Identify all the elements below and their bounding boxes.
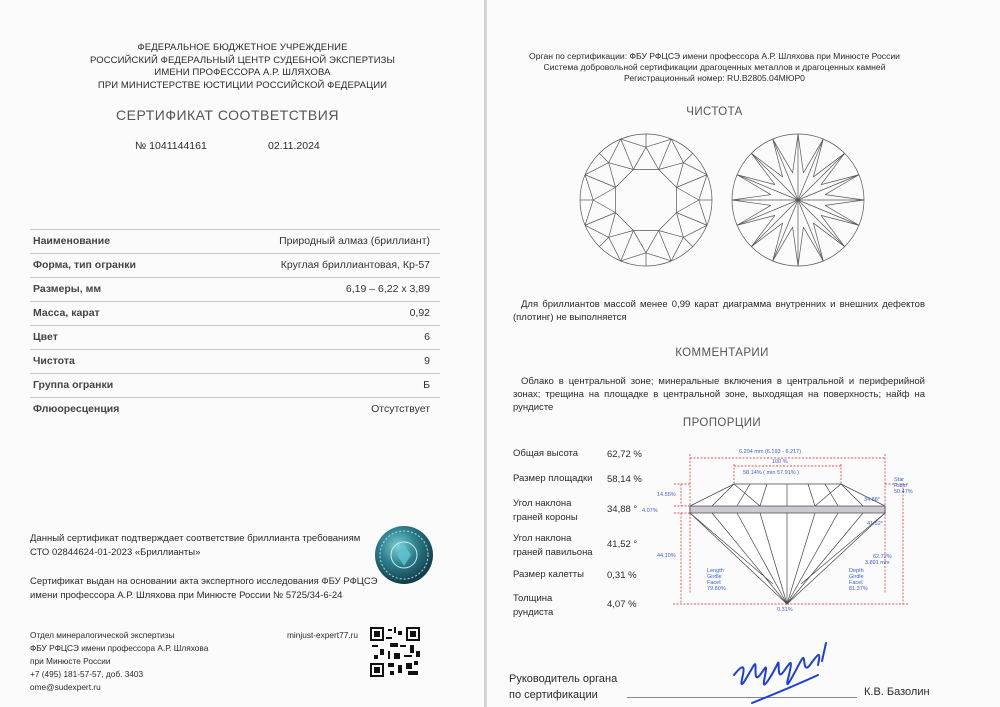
table-row — [30, 301, 440, 325]
basis-statement — [30, 575, 377, 603]
conformity-statement — [30, 532, 360, 560]
row-value: 9 — [424, 355, 430, 367]
table-row — [30, 229, 440, 253]
lgf-line: Length — [707, 568, 724, 574]
table-row — [30, 349, 440, 373]
dgf-label — [849, 568, 868, 592]
row-label: Цвет — [33, 331, 58, 343]
proportion-value: 0,31 % — [607, 570, 637, 581]
row-value: Круглая бриллиантовая, Кр-57 — [280, 259, 430, 271]
proportion-value: 34,88 ° — [607, 504, 638, 515]
lgf-line: Facet — [707, 580, 721, 586]
label-line: Общая высота — [513, 448, 579, 459]
depth-line: 3.891 mm — [865, 560, 890, 566]
label-line: Размер калетты — [513, 569, 584, 580]
culet-label: 0.31% — [777, 607, 793, 613]
contact-line-2: ФБУ РФЦСЭ имени профессора А.Р. Шляхова — [30, 643, 209, 653]
row-label: Размеры, мм — [33, 283, 102, 295]
proportion-value: 41,52 ° — [607, 539, 638, 550]
crown-view-diagram — [580, 134, 712, 266]
star-ratio-line: 50.47% — [894, 489, 913, 495]
label-line: Размер площадки — [513, 473, 593, 484]
contact-block — [30, 629, 208, 694]
qr-code[interactable] — [370, 627, 420, 677]
hologram-seal — [375, 526, 433, 584]
header-line-1: Орган по сертификации: ФБУ РФЦСЭ имени профессора А.Р. Шляхова при Минюсте России — [529, 51, 900, 61]
row-value: 6,19 – 6,22 x 3,89 — [345, 283, 430, 295]
row-label: Чистота — [33, 355, 75, 367]
registration-number: Регистрационный номер: RU.В2805.04МЮР0 — [624, 73, 805, 83]
depth-label — [865, 554, 892, 566]
conformity-line-2: СТО 02844624-01-2023 «Бриллианты» — [30, 547, 201, 558]
table-row — [30, 253, 440, 277]
label-line: Угол наклона — [513, 498, 572, 509]
dgf-line: Depth — [849, 568, 864, 574]
proportions-diagram — [642, 444, 930, 616]
lgf-line: Girdle — [707, 574, 722, 580]
website-link[interactable]: minjust-expert77.ru — [287, 630, 359, 640]
proportion-label — [513, 497, 578, 525]
crown-angle-label: 34.88° — [864, 497, 880, 503]
proportion-value: 62,72 % — [607, 449, 642, 460]
proportion-label — [513, 592, 553, 620]
pavilion-angle-label: 41.52° — [867, 521, 883, 527]
contact-line-1: Отдел минералогической экспертизы — [30, 630, 175, 640]
table-row — [30, 277, 440, 301]
certification-body-header — [487, 51, 942, 84]
table-row — [30, 373, 440, 397]
proportions-title: ПРОПОРЦИИ — [682, 417, 762, 429]
table-row — [30, 397, 440, 421]
proportion-value: 58,14 % — [607, 474, 642, 485]
basis-line-1: Сертификат выдан на основании акта экспертного исследования ФБУ РФЦСЭ — [30, 576, 378, 587]
clarity-note: Для бриллиантов массой менее 0,99 карат диаграмма внутренних и внешних дефектов (плотинг) не выполняется — [513, 299, 925, 323]
row-label: Форма, тип огранки — [33, 259, 136, 271]
certificate-title: СЕРТИФИКАТ СООТВЕТСТВИЯ — [116, 107, 339, 123]
star-ratio-line: Ratio — [894, 483, 907, 489]
signatory-title — [509, 671, 617, 703]
contact-email: ome@sudexpert.ru — [30, 682, 101, 692]
header-line-2: Система добровольной сертификации драгоценных металлов и драгоценных камней — [543, 62, 886, 72]
certificate-right-page — [487, 0, 1000, 707]
label-line: граней короны — [513, 512, 578, 523]
row-label: Масса, карат — [33, 307, 100, 319]
girdle-label: 4.07% — [642, 508, 658, 514]
basis-line-2: имени профессора А.Р. Шляхова при Минюсте России № 5725/34-6-24 — [30, 590, 343, 601]
row-value: Отсутствует — [371, 403, 430, 415]
clarity-diagram — [576, 126, 866, 276]
row-label: Флюоресценция — [33, 403, 120, 415]
proportion-label — [513, 532, 593, 560]
label-line: Угол наклона — [513, 533, 572, 544]
row-label: Группа огранки — [33, 379, 114, 391]
row-value: Б — [423, 379, 430, 391]
proportion-label — [513, 447, 578, 461]
diameter-label: 6.204 mm (6.193 - 6.217) — [739, 449, 802, 455]
crown-height-label: 14.55% — [657, 492, 676, 498]
comments-title: КОММЕНТАРИИ — [675, 347, 769, 359]
label-line: Толщина — [513, 593, 553, 604]
contact-line-4: +7 (495) 181-57-57, доб. 3403 — [30, 669, 144, 679]
lgf-line: 79.80% — [707, 586, 726, 592]
table-label: 58.14% ( min 57.91% ) — [743, 470, 799, 476]
proportion-label — [513, 568, 584, 582]
org-line-1: ФЕДЕРАЛЬНОЕ БЮДЖЕТНОЕ УЧРЕЖДЕНИЕ — [137, 42, 348, 53]
qr-code-icon — [370, 627, 420, 677]
clarity-title: ЧИСТОТА — [686, 106, 743, 118]
proportion-label — [513, 472, 592, 486]
contact-line-3: при Минюсте России — [30, 656, 111, 666]
diameter-pct-label: 100 % — [772, 459, 788, 465]
pavilion-depth-label: 44.10% — [657, 553, 676, 559]
certificate-date: 02.11.2024 — [268, 140, 320, 152]
hologram-emblem-icon — [375, 526, 433, 584]
dgf-line: Girdle — [849, 574, 864, 580]
row-value: Природный алмаз (бриллиант) — [279, 235, 430, 247]
star-ratio-line: Star — [894, 477, 905, 483]
row-value: 6 — [424, 331, 430, 343]
row-value: 0,92 — [409, 307, 430, 319]
proportion-value: 4,07 % — [607, 599, 637, 610]
handwritten-signature — [722, 635, 852, 707]
dgf-line: 81.37% — [849, 586, 868, 592]
conformity-line-1: Данный сертификат подтверждает соответствие бриллианта требованиям — [30, 533, 361, 544]
comments-text: Облако в центральной зоне; минеральные включения в центральной и периферийной зонах; трещина на площадке в центральной зоне, выходящая на поверхность; найф на рундисте — [513, 376, 925, 413]
pavilion-view-diagram — [732, 134, 864, 266]
dgf-line: Facet — [849, 580, 863, 586]
label-line: рундиста — [513, 607, 554, 618]
certificate-number: № 1041144161 — [135, 140, 207, 152]
certificate-left-page — [0, 0, 485, 707]
org-line-2: РОССИЙСКИЙ ФЕДЕРАЛЬНЫЙ ЦЕНТР СУДЕБНОЙ ЭКСПЕРТИЗЫ — [89, 54, 395, 66]
signatory-line-2: по сертификации — [509, 689, 598, 701]
depth-line: 62.72% — [873, 554, 892, 560]
table-row — [30, 325, 440, 349]
org-line-4: ПРИ МИНИСТЕРСТВЕ ЮСТИЦИИ РОССИЙСКОЙ ФЕДЕРАЦИИ — [97, 79, 388, 91]
org-line-3: ИМЕНИ ПРОФЕССОРА А.Р. ШЛЯХОВА — [154, 67, 331, 78]
lgf-label — [707, 568, 726, 592]
organization-header — [0, 42, 485, 92]
row-label: Наименование — [33, 235, 111, 247]
signatory-line-1: Руководитель органа — [509, 673, 618, 685]
star-ratio-label — [894, 477, 913, 495]
label-line: граней павильона — [513, 547, 593, 558]
signatory-name: К.В. Базолин — [864, 686, 930, 698]
